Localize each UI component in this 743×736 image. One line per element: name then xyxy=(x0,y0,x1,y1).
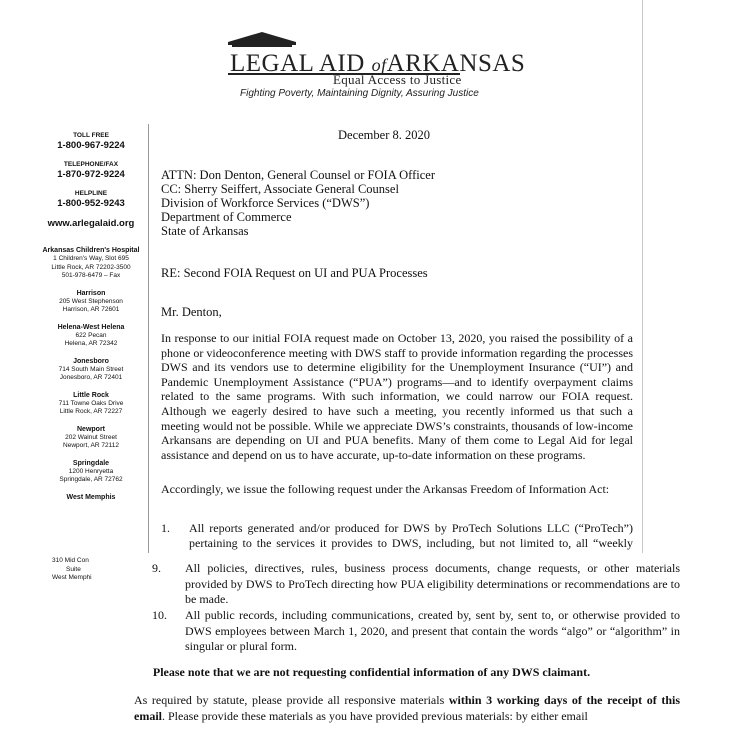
intro-paragraph: In response to our initial FOIA request made on October 13, 2020, you raised the possibility of a phone or videoconference meeting with DWS staff to provide information regarding the processes DWS and its vendors use to determine eligibility for the Unemployment Insurance (“UI”) and Pandemic Unemployment Assistance (“PUA”) programs—and to identify overpayment claims related to the same programs. With such information, we could narrow our FOIA request. Although we eagerly desired to have such a meeting, you recently informed us that such a meeting would not be possible. While we appreciate DWS’s constraints, thousands of low-income Arkansans are depending on UI and PUA benefits. Many of them come to Legal Aid for legal assistance and depend on us to have accurate, up-to-date information on these programs. xyxy=(161,331,633,462)
address-line: ATTN: Don Denton, General Counsel or FOIA Officer xyxy=(161,168,436,182)
office-block xyxy=(40,459,142,485)
office-name: Springdale xyxy=(72,459,110,467)
letter-page-2 xyxy=(0,553,743,736)
item-text: All policies, directives, rules, business process documents, change requests, or other materials provided by DWS to ProTech directing how PUA eligibility determinations or recommendations are to be made. xyxy=(185,561,680,606)
office-address-line: 501-978-6479 – Fax xyxy=(61,272,121,279)
address-line: State of Arkansas xyxy=(161,224,249,238)
page2-sidebar-fragment xyxy=(52,557,92,583)
office-block xyxy=(40,493,142,502)
office-address-line: Little Rock, AR 72202-3500 xyxy=(51,263,131,271)
office-name: Arkansas Children's Hospital xyxy=(42,247,140,254)
office-address-line: 1200 Henryetta xyxy=(68,467,114,475)
toll-free-number: 1-800-967-9224 xyxy=(57,140,125,151)
confidentiality-note: Please note that we are not requesting confidential information of any DWS claimant. xyxy=(152,665,591,679)
address-line: Department of Commerce xyxy=(161,210,292,224)
contact-sidebar xyxy=(40,131,142,510)
item-number: 9. xyxy=(152,561,161,575)
office-address-line: Jonesboro, AR 72401 xyxy=(59,374,123,381)
sidebar-fragment-line: West Memphi xyxy=(52,574,92,581)
office-address-line: 714 South Main Street xyxy=(58,365,124,373)
org-tagline: Equal Access to Justice xyxy=(333,72,462,87)
office-address-line: 711 Towne Oaks Drive xyxy=(58,399,124,407)
address-line: Division of Workforce Services (“DWS”) xyxy=(161,196,370,210)
office-name: Harrison xyxy=(76,289,106,297)
helpline-label: HELPLINE xyxy=(74,190,108,197)
item-number: 10. xyxy=(152,608,167,622)
tel-fax-label: TELEPHONE/FAX xyxy=(63,161,119,168)
recipient-address xyxy=(161,168,435,238)
tel-fax-block xyxy=(40,160,142,181)
office-address-line: Helena, AR 72342 xyxy=(64,340,118,347)
office-name: Helena-West Helena xyxy=(57,323,125,331)
sidebar-divider xyxy=(148,124,149,565)
item-text: All reports generated and/or produced for DWS by ProTech Solutions LLC (“ProTech”) pertaining to the services it provides to DWS, including, but not limited to, all “weekly xyxy=(189,521,633,550)
office-block xyxy=(40,289,142,315)
office-address-line: Springdale, AR 72762 xyxy=(59,476,123,483)
toll-free-label: TOLL FREE xyxy=(73,132,109,139)
office-address-line: Little Rock, AR 72227 xyxy=(59,408,123,415)
item-text: All public records, including communications, created by, sent by, sent to, or otherwise provided to DWS employees between March 1, 2020, and present that contain the words “algo” or “algorithm” in singular or plural form. xyxy=(185,608,680,653)
office-address-line: Newport, AR 72112 xyxy=(63,442,119,449)
office-block xyxy=(40,246,142,281)
office-name: Newport xyxy=(77,425,105,433)
office-list xyxy=(40,246,142,502)
helpline-number: 1-800-952-9243 xyxy=(57,198,125,209)
letter-date: December 8. 2020 xyxy=(338,128,430,142)
website-link[interactable]: www.arlegalaid.org xyxy=(47,218,135,229)
org-name-of: of xyxy=(371,55,387,75)
salutation: Mr. Denton, xyxy=(161,305,222,319)
closing-text: As required by statute, please provide all responsive materials xyxy=(134,693,449,707)
office-address-line: 205 West Stephenson xyxy=(59,297,123,305)
closing-paragraph xyxy=(134,693,680,724)
org-name-suffix: ARKANSAS xyxy=(386,50,526,77)
tel-fax-number: 1-870-972-9224 xyxy=(57,169,125,180)
request-paragraph: Accordingly, we issue the following request under the Arkansas Freedom of Information Act: xyxy=(161,482,610,496)
closing-deadline: within 3 working days of the receipt of this email xyxy=(134,693,680,723)
office-block xyxy=(40,357,142,383)
office-name: Little Rock xyxy=(73,391,109,399)
office-address-line: 1 Children's Way, Slot 695 xyxy=(53,255,129,262)
helpline-block xyxy=(40,189,142,210)
letterhead-logo xyxy=(222,30,526,102)
office-block xyxy=(40,425,142,451)
office-address-line: 622 Pecan xyxy=(75,331,107,339)
org-name-prefix: LEGAL AID xyxy=(230,50,365,77)
sidebar-fragment-line: 310 Mid Con xyxy=(52,557,89,564)
office-name: Jonesboro xyxy=(73,357,109,365)
office-block xyxy=(40,323,142,349)
item-number: 1. xyxy=(161,521,170,535)
office-block xyxy=(40,391,142,417)
office-name: West Memphis xyxy=(66,493,116,501)
toll-free-block xyxy=(40,131,142,152)
sidebar-fragment-line: Suite xyxy=(66,565,81,573)
office-address-line: Harrison, AR 72601 xyxy=(62,306,120,313)
office-address-line: 202 Walnut Street xyxy=(65,433,117,441)
subject-line: RE: Second FOIA Request on UI and PUA Processes xyxy=(161,266,428,280)
closing-text-end: . Please provide these materials as you have provided previous materials: by either email xyxy=(162,708,588,723)
address-line: CC: Sherry Seiffert, Associate General Counsel xyxy=(161,182,399,196)
org-motto: Fighting Poverty, Maintaining Dignity, Assuring Justice xyxy=(240,88,479,99)
